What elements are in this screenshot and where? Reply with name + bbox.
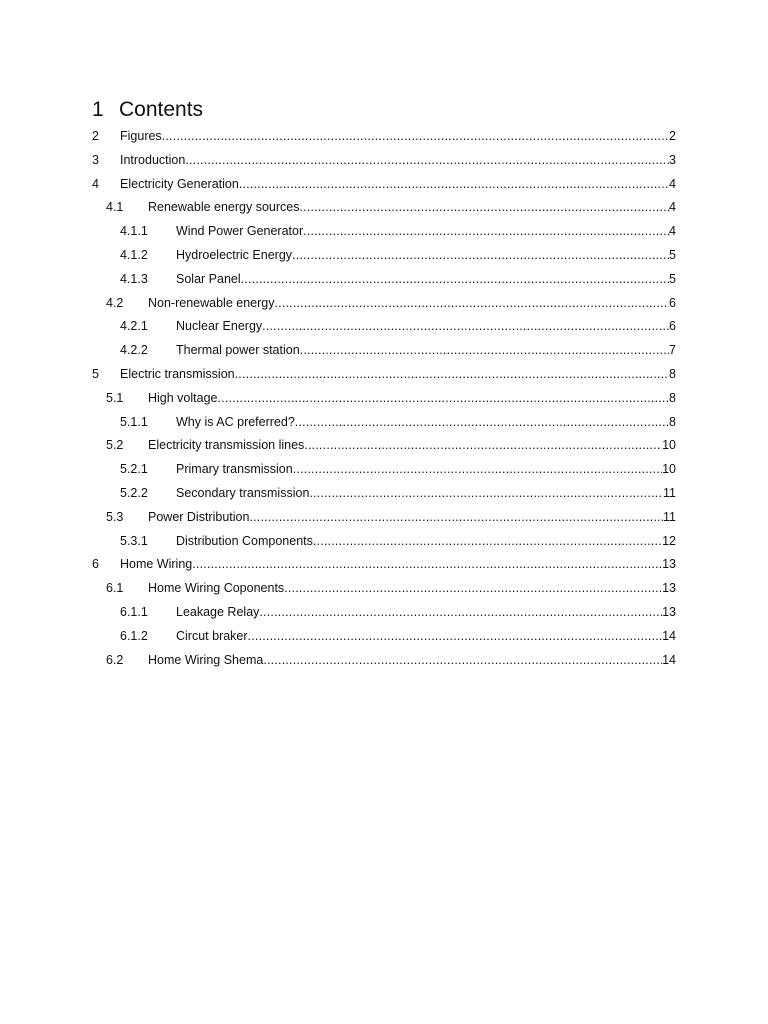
toc-dot-leader	[259, 604, 662, 616]
toc-entry-page-number: 14	[662, 628, 676, 643]
toc-dot-leader	[162, 128, 669, 140]
toc-heading-number: 1	[92, 98, 104, 121]
toc-entry[interactable]	[92, 461, 676, 485]
toc-entry-page-number: 8	[669, 366, 676, 381]
toc-entry-title: Home Wiring Coponents	[148, 581, 285, 596]
toc-dot-leader	[299, 199, 669, 211]
toc-entry-number: 4.1.1	[120, 224, 148, 239]
toc-entry-title: Solar Panel	[176, 271, 241, 286]
toc-entry-number: 6	[92, 557, 99, 572]
toc-dot-leader	[241, 271, 669, 283]
toc-entry-title: Electricity Generation	[120, 176, 239, 191]
toc-entry-page-number: 13	[662, 581, 676, 596]
toc-entry-number: 4.1.3	[120, 271, 148, 286]
toc-entry-title: Wind Power Generator	[176, 224, 304, 239]
toc-entry-title: Electric transmission	[120, 366, 235, 381]
toc-entry[interactable]	[92, 128, 676, 152]
toc-entry[interactable]	[92, 437, 676, 461]
toc-entry-number: 2	[92, 129, 99, 143]
toc-entry[interactable]	[92, 414, 676, 438]
toc-dot-leader	[295, 414, 669, 426]
toc-dot-leader	[293, 461, 662, 473]
toc-dot-leader	[292, 247, 669, 259]
toc-entry-number: 4	[92, 176, 99, 191]
toc-entry[interactable]	[92, 652, 676, 676]
toc-dot-leader	[284, 580, 662, 592]
toc-entry[interactable]	[92, 199, 676, 223]
toc-entry-number: 6.1.2	[120, 628, 148, 643]
toc-entry-page-number: 12	[662, 533, 676, 548]
toc-entry-number: 4.2	[106, 295, 124, 310]
toc-entry-page-number: 2	[669, 129, 676, 143]
toc-entry-number: 6.1	[106, 581, 124, 596]
toc-dot-leader	[303, 223, 669, 235]
toc-dot-leader	[313, 533, 662, 545]
toc-entry[interactable]	[92, 271, 676, 295]
toc-entry-page-number: 11	[663, 509, 676, 524]
toc-heading	[92, 98, 676, 128]
toc-entry-page-number: 4	[669, 224, 676, 239]
toc-entry-title: Figures	[120, 129, 162, 143]
toc-entry-title: Leakage Relay	[176, 604, 260, 619]
toc-entry-title: Why is AC preferred?	[176, 414, 295, 429]
toc-dot-leader	[300, 342, 669, 354]
toc-entry-number: 3	[92, 152, 99, 167]
toc-entry[interactable]	[92, 485, 676, 509]
toc-entry-title: Distribution Components	[176, 533, 313, 548]
toc-dot-leader	[248, 628, 663, 640]
toc-entry[interactable]	[92, 342, 676, 366]
toc-entry-page-number: 13	[662, 604, 676, 619]
toc-entry-number: 4.1	[106, 200, 124, 215]
toc-entry-page-number: 7	[669, 343, 676, 358]
toc-entry-title: Primary transmission	[176, 462, 293, 477]
toc-entry[interactable]	[92, 580, 676, 604]
toc-entry[interactable]	[92, 533, 676, 557]
toc-entry-title: Nuclear Energy	[176, 319, 263, 334]
toc-entry[interactable]	[92, 509, 676, 533]
toc-entry-number: 4.2.2	[120, 343, 148, 358]
toc-entry-page-number: 10	[662, 438, 676, 453]
toc-entry-title: Home Wiring Shema	[148, 652, 264, 667]
toc-entry-title: Home Wiring	[120, 557, 193, 572]
toc-entry-number: 6.1.1	[120, 604, 148, 619]
toc-dot-leader	[239, 176, 669, 188]
toc-heading-title: Contents	[119, 98, 204, 121]
toc-entry-number: 5.1	[106, 390, 124, 405]
toc-entry[interactable]	[92, 318, 676, 342]
toc-entry[interactable]	[92, 176, 676, 200]
toc-dot-leader	[249, 509, 663, 521]
toc-entry[interactable]	[92, 604, 676, 628]
toc-entry-page-number: 3	[669, 152, 676, 167]
toc-entry-number: 4.1.2	[120, 247, 148, 262]
toc-dot-leader	[263, 652, 662, 664]
toc-dot-leader	[309, 485, 663, 497]
table-of-contents	[92, 98, 676, 675]
toc-entry-number: 5.3	[106, 509, 124, 524]
toc-entry-page-number: 8	[669, 390, 676, 405]
toc-entry-page-number: 8	[669, 414, 676, 429]
toc-entry-number: 5.2	[106, 438, 124, 453]
toc-dot-leader	[262, 318, 669, 330]
toc-entry[interactable]	[92, 247, 676, 271]
toc-entry-title: Renewable energy sources	[148, 200, 300, 215]
toc-dot-leader	[304, 437, 662, 449]
toc-entry-title: Secondary transmission	[176, 485, 310, 500]
toc-dot-leader	[235, 366, 669, 378]
toc-entry-page-number: 6	[669, 319, 676, 334]
toc-entry-page-number: 11	[663, 485, 676, 500]
toc-entry[interactable]	[92, 628, 676, 652]
toc-entry-title: High voltage	[148, 390, 218, 405]
toc-entry-list	[92, 128, 676, 675]
toc-entry-title: Power Distribution	[148, 509, 250, 524]
toc-entry-page-number: 4	[669, 200, 676, 215]
toc-entry-number: 5	[92, 366, 99, 381]
toc-dot-leader	[192, 556, 662, 568]
toc-entry-number: 4.2.1	[120, 319, 148, 334]
toc-dot-leader	[218, 390, 670, 402]
toc-entry-title: Thermal power station	[176, 343, 300, 358]
toc-dot-leader	[185, 152, 669, 164]
toc-entry[interactable]	[92, 152, 676, 176]
toc-entry-page-number: 13	[662, 557, 676, 572]
toc-entry-title: Non-renewable energy	[148, 295, 275, 310]
toc-entry-title: Circut braker	[176, 628, 248, 643]
toc-entry[interactable]	[92, 366, 676, 390]
toc-entry[interactable]	[92, 295, 676, 319]
toc-entry-number: 5.3.1	[120, 533, 148, 548]
toc-entry-number: 5.2.1	[120, 462, 148, 477]
toc-entry-number: 6.2	[106, 652, 124, 667]
toc-entry-page-number: 5	[669, 247, 676, 262]
toc-entry-page-number: 4	[669, 176, 676, 191]
toc-entry-page-number: 5	[669, 271, 676, 286]
toc-entry[interactable]	[92, 390, 676, 414]
toc-entry-page-number: 6	[669, 295, 676, 310]
toc-entry-title: Electricity transmission lines	[148, 438, 305, 453]
toc-entry[interactable]	[92, 223, 676, 247]
toc-entry-page-number: 14	[662, 652, 676, 667]
toc-entry-number: 5.1.1	[120, 414, 148, 429]
toc-entry[interactable]	[92, 556, 676, 580]
toc-entry-title: Hydroelectric Energy	[176, 247, 293, 262]
toc-entry-title: Introduction	[120, 152, 186, 167]
toc-entry-page-number: 10	[662, 462, 676, 477]
toc-dot-leader	[274, 295, 669, 307]
toc-entry-number: 5.2.2	[120, 485, 148, 500]
